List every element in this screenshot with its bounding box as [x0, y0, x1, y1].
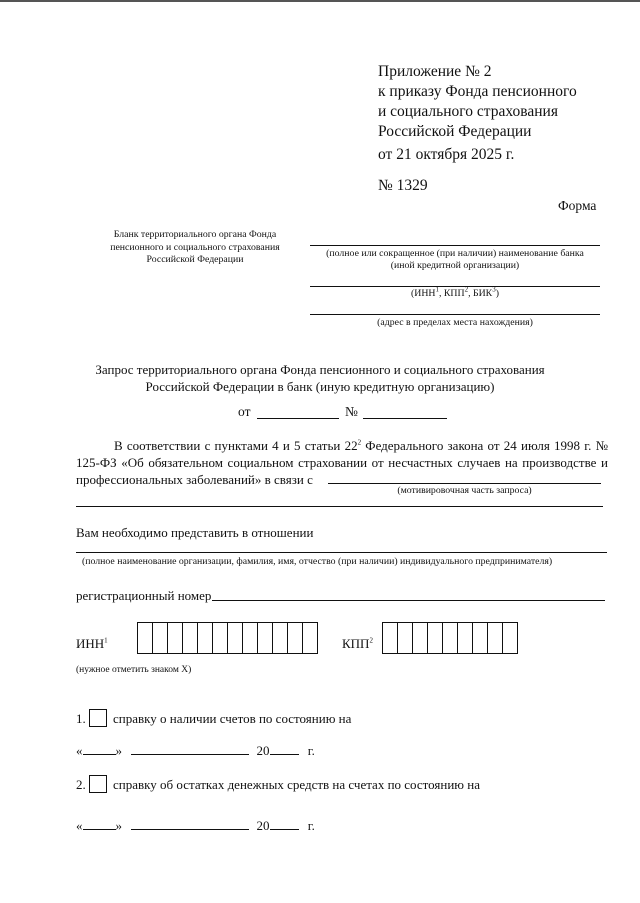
inn-digit-cell[interactable]: [302, 622, 318, 654]
item-1-date-row: [76, 743, 315, 759]
form-label: Форма: [558, 198, 597, 213]
bank-address-line: [310, 314, 600, 315]
item-2-month-field[interactable]: [131, 829, 249, 830]
appendix-line-3: и социального страхования: [378, 103, 558, 120]
inn-label-text: ИНН: [76, 636, 105, 651]
inn-digit-cell[interactable]: [152, 622, 168, 654]
footnote-3: 3: [492, 285, 496, 294]
kpp-digit-cell[interactable]: [472, 622, 488, 654]
order-number: № 1329: [378, 177, 428, 194]
request-subject-label: Вам необходимо представить в отношении: [76, 525, 314, 540]
letterhead-label: Бланк территориального органа Фонда пенсионного и социального страхования Российской Федерации: [110, 229, 280, 265]
title-line-1: Запрос территориального органа Фонда пенсионного и социального страхования: [95, 362, 545, 377]
item-1-number: 1.: [76, 711, 86, 726]
page-top-border: [0, 0, 640, 2]
kpp-digit-cell[interactable]: [412, 622, 428, 654]
organization-field[interactable]: [76, 552, 607, 553]
item-2-checkbox[interactable]: [89, 775, 107, 793]
kpp-digit-cell[interactable]: [487, 622, 503, 654]
reason-field[interactable]: [328, 483, 601, 484]
inn-abbr: ИНН: [414, 288, 436, 299]
title-line-2: Российской Федерации в банк (иную кредитную организацию): [145, 379, 495, 394]
item-1-day-field[interactable]: [83, 754, 116, 755]
registration-number-field[interactable]: [212, 600, 605, 601]
organization-caption: (полное наименование организации, фамилия, имя, отчество (при наличии) индивидуального предпринимателя): [82, 556, 553, 567]
year-suffix: г.: [307, 743, 315, 758]
year-prefix: 20: [256, 818, 270, 833]
bank-caption-line-1: (полное или сокращенное (при наличии) наименование банка: [326, 248, 584, 259]
inn-label: [76, 636, 108, 652]
kpp-digit-cell[interactable]: [442, 622, 458, 654]
open-quote: «: [76, 818, 83, 833]
bank-name-caption: [300, 248, 610, 272]
appendix-line-2: к приказу Фонда пенсионного: [378, 83, 577, 100]
mark-note: (нужное отметить знаком Х): [76, 665, 192, 675]
inn-digit-cell[interactable]: [287, 622, 303, 654]
article-sup: 2: [357, 438, 362, 447]
no-label: №: [345, 404, 358, 419]
inn-digit-cell[interactable]: [167, 622, 183, 654]
bank-address-caption: (адрес в пределах места нахождения): [377, 317, 533, 328]
kpp-digit-cell[interactable]: [427, 622, 443, 654]
kpp-label: [342, 636, 373, 652]
inn-digit-cell[interactable]: [227, 622, 243, 654]
inn-digit-cell[interactable]: [212, 622, 228, 654]
inn-digit-cell[interactable]: [272, 622, 288, 654]
item-2-number: 2.: [76, 777, 86, 792]
year-suffix: г.: [307, 818, 315, 833]
bank-ids-caption: (ИНН$^1$, КПП$^2$, БИК$^3$): [410, 285, 499, 299]
order-date: от 21 октября 2025 г.: [378, 146, 515, 163]
bank-name-line: [310, 245, 600, 246]
footnote-1: 1: [435, 285, 439, 294]
footnote-2: 2: [464, 285, 469, 294]
item-1-text: справку о наличии счетов по состоянию на: [113, 711, 352, 726]
reason-caption: (мотивировочная часть запроса): [397, 485, 532, 496]
item-1-checkbox[interactable]: [89, 709, 107, 727]
inn-digit-cell[interactable]: [242, 622, 258, 654]
ot-label: от: [238, 404, 251, 419]
item-2-year-field[interactable]: [270, 829, 299, 830]
inn-footnote: 1: [104, 636, 108, 645]
year-prefix: 20: [256, 743, 270, 758]
request-date-field[interactable]: [257, 418, 339, 419]
registration-number-label: регистрационный номер: [76, 588, 212, 603]
appendix-line-1: Приложение № 2: [378, 63, 492, 80]
inn-digit-cell[interactable]: [197, 622, 213, 654]
kpp-digit-cell[interactable]: [502, 622, 518, 654]
inn-digit-cell[interactable]: [257, 622, 273, 654]
kpp-abbr: КПП: [443, 288, 465, 299]
request-title: [70, 361, 570, 395]
item-2-text: справку об остатках денежных средств на счетах по состоянию на: [113, 777, 480, 792]
close-quote: »: [115, 818, 122, 833]
kpp-digit-cell[interactable]: [457, 622, 473, 654]
legal-basis-paragraph: [76, 437, 608, 488]
bik-abbr: БИК: [472, 288, 493, 299]
inn-digit-cell[interactable]: [137, 622, 153, 654]
kpp-footnote: 2: [369, 636, 373, 645]
appendix-header: [378, 62, 577, 142]
inn-digit-cell[interactable]: [182, 622, 198, 654]
kpp-digit-cell[interactable]: [397, 622, 413, 654]
bank-ids-line: [310, 286, 600, 287]
reason-field-continued[interactable]: [76, 506, 603, 507]
legal-text-part2: Федерального закона от 24 июля 1998 г. № 125-ФЗ «Об обязательном социальном страховании от несчастных случаев на производстве и профессиональных заболеваний» в связи с: [76, 438, 608, 487]
item-1-year-field[interactable]: [270, 754, 299, 755]
request-number-field[interactable]: [363, 418, 447, 419]
open-quote: «: [76, 743, 83, 758]
kpp-digit-cell[interactable]: [382, 622, 398, 654]
appendix-line-4: Российской Федерации: [378, 123, 532, 140]
bank-caption-line-2: (иной кредитной организации): [390, 260, 520, 271]
close-quote: »: [115, 743, 122, 758]
item-1-month-field[interactable]: [131, 754, 249, 755]
kpp-label-text: КПП: [342, 636, 370, 651]
item-2-date-row: [76, 818, 315, 834]
item-2-day-field[interactable]: [83, 829, 116, 830]
legal-text-part1: В соответствии с пунктами 4 и 5 статьи 22: [114, 438, 358, 453]
